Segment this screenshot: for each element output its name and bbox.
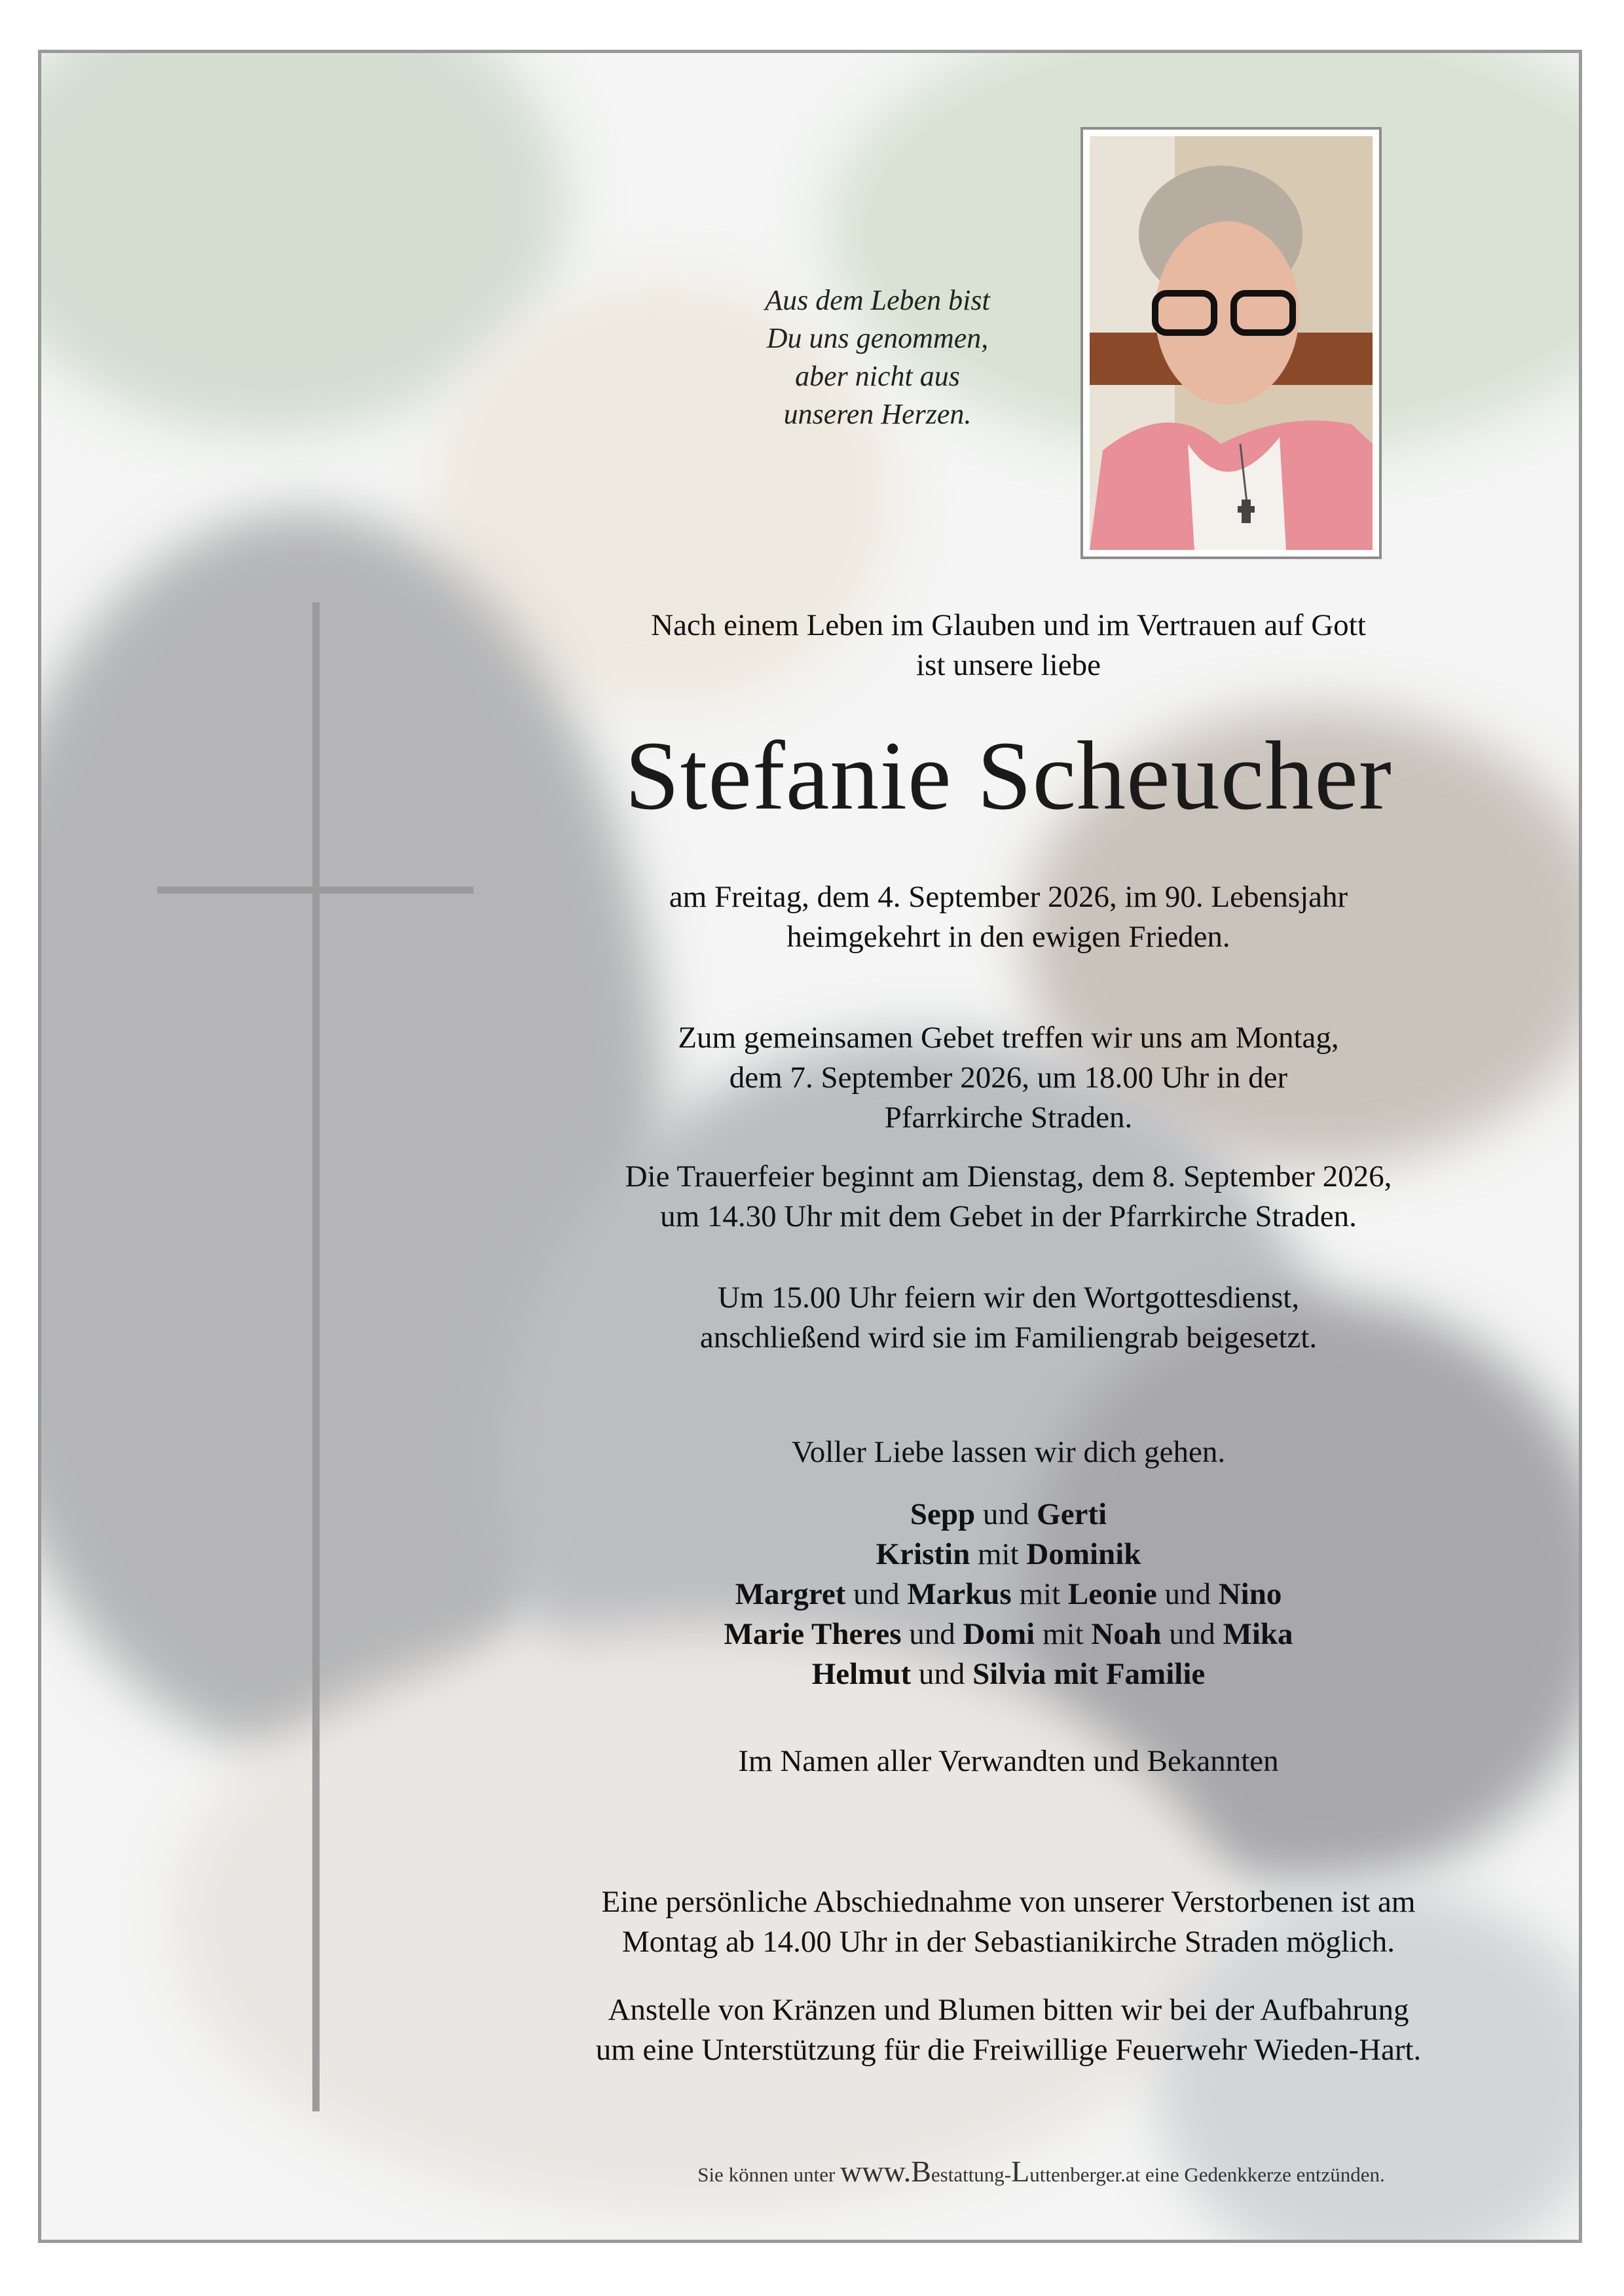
footer-prefix: Sie können unter <box>697 2163 841 2186</box>
footer-b-rest: estattung- <box>931 2163 1012 2186</box>
mourner-name: Markus <box>907 1577 1012 1611</box>
portrait-image <box>1090 136 1373 550</box>
funeral-line: Die Trauerfeier beginnt am Dienstag, dem 8. September 2026, <box>625 1159 1392 1194</box>
mourner-connector: und <box>845 1577 908 1611</box>
portrait-photo <box>1080 127 1382 559</box>
relatives-line: Im Namen aller Verwandten und Bekannten <box>738 1744 1279 1778</box>
deceased-name: Stefanie Scheucher <box>625 721 1392 830</box>
motto-line: unseren Herzen. <box>783 398 972 430</box>
death-line: heimgekehrt in den ewigen Frieden. <box>786 920 1230 954</box>
mourner-name: Marie Theres <box>724 1617 902 1651</box>
mourners-list <box>537 1495 1480 1694</box>
mourner-connector: und <box>1156 1577 1219 1611</box>
mourner-name: Noah <box>1091 1617 1162 1651</box>
mourner-name: Sepp <box>910 1497 976 1531</box>
footer-www: www. <box>840 2155 912 2188</box>
motto-line: Du uns genommen, <box>766 322 989 354</box>
mourner-name: Nino <box>1218 1577 1282 1611</box>
prayer-line: Zum gemeinsamen Gebet treffen wir uns am Montag, <box>678 1021 1339 1055</box>
service-line: Um 15.00 Uhr feiern wir den Wortgottesdienst, <box>717 1281 1300 1315</box>
mourner-name: Margret <box>735 1577 846 1611</box>
death-line: am Freitag, dem 4. September 2026, im 90. Lebensjahr <box>669 880 1348 914</box>
mourner-row <box>537 1535 1480 1575</box>
funeral-notice <box>537 1157 1480 1237</box>
viewing-notice <box>537 1882 1480 1962</box>
mourner-name: Silvia mit Familie <box>972 1657 1206 1691</box>
mourner-connector: mit <box>1011 1577 1068 1611</box>
farewell-line: Voller Liebe lassen wir dich gehen. <box>791 1435 1226 1469</box>
footer-link[interactable] <box>840 2155 1141 2188</box>
mourner-connector: und <box>901 1617 963 1651</box>
intro-line: Nach einem Leben im Glauben und im Vertrauen auf Gott <box>651 608 1366 642</box>
mourner-row <box>537 1575 1480 1614</box>
motto-line: aber nicht aus <box>795 360 960 392</box>
service-notice <box>537 1278 1480 1358</box>
footer-suffix: eine Gedenkkerze entzünden. <box>1140 2163 1385 2186</box>
prayer-notice <box>537 1018 1480 1138</box>
mourner-name: Kristin <box>876 1537 970 1571</box>
footer-l-initial: L <box>1011 2155 1030 2188</box>
mourner-name: Gerti <box>1037 1497 1107 1531</box>
mourner-row <box>537 1654 1480 1694</box>
cross-vertical-bar <box>312 602 320 2111</box>
mourner-connector: und <box>1161 1617 1223 1651</box>
mourner-name: Dominik <box>1026 1537 1141 1571</box>
mourner-connector: mit <box>1035 1617 1092 1651</box>
footer-l-rest: uttenberger.at <box>1029 2163 1141 2186</box>
mourner-connector: und <box>975 1497 1037 1531</box>
death-notice <box>537 877 1480 957</box>
footer-b-initial: B <box>911 2155 931 2188</box>
motto-line: Aus dem Leben bist <box>765 284 990 316</box>
mourner-connector: und <box>911 1657 973 1691</box>
mourner-name: Leonie <box>1067 1577 1157 1611</box>
viewing-line: Montag ab 14.00 Uhr in der Sebastianikirche Straden möglich. <box>622 1925 1395 1959</box>
cross-horizontal-bar <box>157 886 473 894</box>
service-line: anschließend wird sie im Familiengrab beigesetzt. <box>699 1321 1318 1355</box>
footer-candle-note <box>537 2154 1545 2189</box>
mourner-name: Helmut <box>811 1657 912 1691</box>
prayer-line: Pfarrkirche Straden. <box>884 1101 1133 1135</box>
mourner-row <box>537 1614 1480 1654</box>
donation-notice <box>537 1990 1480 2070</box>
intro-text <box>537 606 1480 685</box>
mourner-name: Mika <box>1223 1617 1293 1651</box>
intro-line: ist unsere liebe <box>916 648 1101 682</box>
mourner-connector: mit <box>970 1537 1027 1571</box>
memorial-motto <box>707 282 1048 433</box>
funeral-line: um 14.30 Uhr mit dem Gebet in der Pfarrkirche Straden. <box>660 1199 1357 1233</box>
mourner-row <box>537 1495 1480 1535</box>
mourner-name: Domi <box>963 1617 1035 1651</box>
donation-line: Anstelle von Kränzen und Blumen bitten wir bei der Aufbahrung <box>608 1993 1409 2027</box>
prayer-line: dem 7. September 2026, um 18.00 Uhr in der <box>729 1061 1288 1095</box>
viewing-line: Eine persönliche Abschiednahme von unserer Verstorbenen ist am <box>601 1885 1416 1919</box>
donation-line: um eine Unterstützung für die Freiwillige Feuerwehr Wieden-Hart. <box>595 2033 1422 2067</box>
